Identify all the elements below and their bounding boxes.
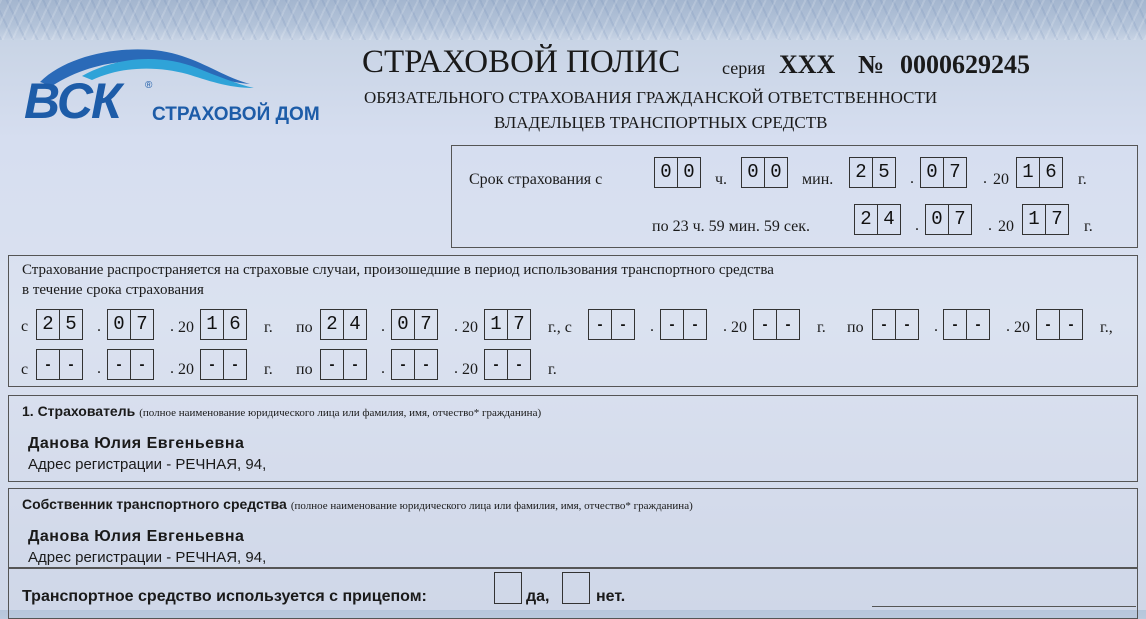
date-dot: . — [97, 360, 101, 377]
date-dot: . — [1006, 318, 1010, 335]
digit-cell: 1 — [201, 310, 224, 339]
period3-to-year — [484, 349, 531, 380]
empty-cell: - — [785, 316, 791, 333]
period2-from-year — [753, 309, 800, 340]
period1-to-day — [320, 309, 367, 340]
date-dot: . — [97, 318, 101, 335]
digit-cell: 5 — [65, 313, 77, 335]
empty-cell: - — [516, 356, 522, 373]
empty-cell: - — [321, 350, 344, 379]
digit-cell: 2 — [855, 205, 878, 234]
year-prefix: 20 — [731, 319, 747, 336]
term-from-year — [1016, 157, 1063, 188]
digit-cell: 6 — [1045, 161, 1057, 183]
period1-from-month — [107, 309, 154, 340]
owner-heading-line — [22, 496, 693, 514]
empty-cell: - — [108, 350, 131, 379]
policy-number: 0000629245 — [900, 50, 1030, 79]
minutes-label: мин. — [802, 171, 834, 188]
term-from-month — [920, 157, 967, 188]
empty-cell: - — [139, 356, 145, 373]
subtitle-line2: ВЛАДЕЛЬЦЕВ ТРАНСПОРТНЫХ СРЕДСТВ — [494, 113, 828, 132]
trailer-yes-checkbox[interactable] — [494, 572, 522, 604]
digit-cell: 4 — [883, 208, 895, 230]
date-dot: . — [454, 318, 458, 335]
date-dot: . — [988, 217, 992, 234]
empty-cell: - — [485, 350, 508, 379]
digit-cell: 2 — [37, 310, 60, 339]
date-dot: . — [910, 170, 914, 187]
empty-cell: - — [620, 316, 626, 333]
year-prefix: 20 — [462, 319, 478, 336]
period3-to-day — [320, 349, 367, 380]
insurer-note: (полное наименование юридического лица или фамилия, имя, отчество* гражданина) — [139, 407, 542, 419]
hours-label: ч. — [715, 171, 728, 188]
year-prefix: 20 — [1014, 319, 1030, 336]
empty-cell: - — [754, 310, 777, 339]
date-dot: . — [650, 318, 654, 335]
empty-cell: - — [423, 356, 429, 373]
digit-cell: 1 — [1017, 158, 1040, 187]
digit-cell: 2 — [321, 310, 344, 339]
trailer-no-label: нет. — [596, 588, 626, 605]
owner-address: Адрес регистрации - РЕЧНАЯ, 94, — [28, 549, 267, 566]
term-from-label: Срок страхования с — [469, 171, 603, 188]
insurer-address: Адрес регистрации - РЕЧНАЯ, 94, — [28, 456, 267, 473]
guilloche-strip — [0, 0, 1146, 40]
to-word: по — [847, 319, 864, 336]
date-dot: . — [454, 360, 458, 377]
series-value: ХХХ — [779, 50, 836, 79]
term-to-label: по 23 ч. 59 мин. 59 сек. — [652, 218, 811, 235]
digit-cell: 0 — [926, 205, 949, 234]
term-to-day — [854, 204, 901, 235]
trailer-no-checkbox[interactable] — [562, 572, 590, 604]
insurer-name: Данова Юлия Евгеньевна — [28, 435, 245, 452]
date-dot: . — [170, 360, 174, 377]
year-prefix: 20 — [993, 171, 1009, 188]
year-prefix: 20 — [998, 218, 1014, 235]
logo-brand: ВСК — [24, 73, 120, 129]
digit-cell: 7 — [513, 313, 525, 335]
digit-cell: 0 — [683, 161, 695, 183]
digit-cell: 0 — [655, 158, 678, 187]
digit-cell: 4 — [349, 313, 361, 335]
year-label-comma: г., с — [548, 319, 572, 336]
date-dot: . — [723, 318, 727, 335]
empty-cell: - — [352, 356, 358, 373]
from-word: с — [21, 318, 29, 335]
year-label: г. — [264, 319, 273, 336]
empty-cell: - — [692, 316, 698, 333]
empty-cell: - — [589, 310, 612, 339]
period2-to-day — [872, 309, 919, 340]
digit-cell: 7 — [136, 313, 148, 335]
digit-cell: 7 — [420, 313, 432, 335]
empty-cell: - — [944, 310, 967, 339]
period3-from-day — [36, 349, 83, 380]
digit-cell: 1 — [1023, 205, 1046, 234]
empty-cell: - — [1037, 310, 1060, 339]
digit-cell: 1 — [485, 310, 508, 339]
owner-name: Данова Юлия Евгеньевна — [28, 528, 245, 545]
insurer-heading-line — [22, 403, 541, 421]
digit-cell: 0 — [770, 161, 782, 183]
digit-cell: 0 — [742, 158, 765, 187]
date-dot: . — [983, 170, 987, 187]
year-prefix: 20 — [178, 361, 194, 378]
digit-cell: 7 — [1051, 208, 1063, 230]
year-label-comma: г., — [1100, 319, 1113, 336]
series-label: серия — [722, 58, 766, 78]
period3-from-month — [107, 349, 154, 380]
empty-cell: - — [873, 310, 896, 339]
date-dot: . — [934, 318, 938, 335]
year-label: г. — [548, 361, 557, 378]
usage-text-line1: Страхование распространяется на страховые случаи, произошедшие в период использования транспортного средства — [22, 262, 774, 278]
date-dot: . — [381, 318, 385, 335]
year-label: г. — [1084, 218, 1093, 235]
logo-tagline: СТРАХОВОЙ ДОМ — [152, 104, 320, 125]
trailer-label: Транспортное средство используется с прицепом: — [22, 588, 427, 605]
period1-from-day — [36, 309, 83, 340]
period2-to-month — [943, 309, 990, 340]
owner-heading: Собственник транспортного средства — [22, 496, 287, 512]
empty-cell: - — [661, 310, 684, 339]
term-to-year — [1022, 204, 1069, 235]
digit-cell: 7 — [949, 161, 961, 183]
owner-note: (полное наименование юридического лица или фамилия, имя, отчество* гражданина) — [290, 500, 693, 512]
term-from-day — [849, 157, 896, 188]
term-from-hours — [654, 157, 701, 188]
empty-cell: - — [975, 316, 981, 333]
period1-to-month — [391, 309, 438, 340]
digit-cell: 6 — [229, 313, 241, 335]
digit-cell: 7 — [954, 208, 966, 230]
period2-from-day — [588, 309, 635, 340]
insurer-heading: 1. Страхователь — [22, 403, 136, 419]
year-label: г. — [817, 319, 826, 336]
section-divider — [872, 606, 1136, 607]
year-label: г. — [1078, 171, 1087, 188]
usage-text-line2: в течение срока страхования — [22, 282, 204, 298]
year-prefix: 20 — [178, 319, 194, 336]
digit-cell: 0 — [921, 158, 944, 187]
term-to-month — [925, 204, 972, 235]
subtitle-line1: ОБЯЗАТЕЛЬНОГО СТРАХОВАНИЯ ГРАЖДАНСКОЙ ОТВЕТСТВЕННОСТИ — [364, 88, 938, 107]
digit-cell: 5 — [878, 161, 890, 183]
to-word: по — [296, 361, 313, 378]
period2-from-month — [660, 309, 707, 340]
digit-cell: 2 — [850, 158, 873, 187]
logo-registered-mark: ® — [145, 80, 153, 91]
empty-cell: - — [1068, 316, 1074, 333]
period1-from-year — [200, 309, 247, 340]
period2-to-year — [1036, 309, 1083, 340]
empty-cell: - — [232, 356, 238, 373]
date-dot: . — [915, 217, 919, 234]
number-sign: № — [858, 50, 885, 79]
from-word: с — [21, 361, 29, 378]
period3-from-year — [200, 349, 247, 380]
empty-cell: - — [68, 356, 74, 373]
digit-cell: 0 — [108, 310, 131, 339]
period1-to-year — [484, 309, 531, 340]
vsk-logo — [22, 42, 342, 132]
date-dot: . — [170, 318, 174, 335]
trailer-yes-label: да, — [526, 588, 550, 605]
empty-cell: - — [904, 316, 910, 333]
year-prefix: 20 — [462, 361, 478, 378]
digit-cell: 0 — [392, 310, 415, 339]
term-from-minutes — [741, 157, 788, 188]
year-label: г. — [264, 361, 273, 378]
date-dot: . — [381, 360, 385, 377]
to-word: по — [296, 319, 313, 336]
empty-cell: - — [201, 350, 224, 379]
policy-title: СТРАХОВОЙ ПОЛИС — [362, 44, 681, 80]
empty-cell: - — [37, 350, 60, 379]
empty-cell: - — [392, 350, 415, 379]
period3-to-month — [391, 349, 438, 380]
